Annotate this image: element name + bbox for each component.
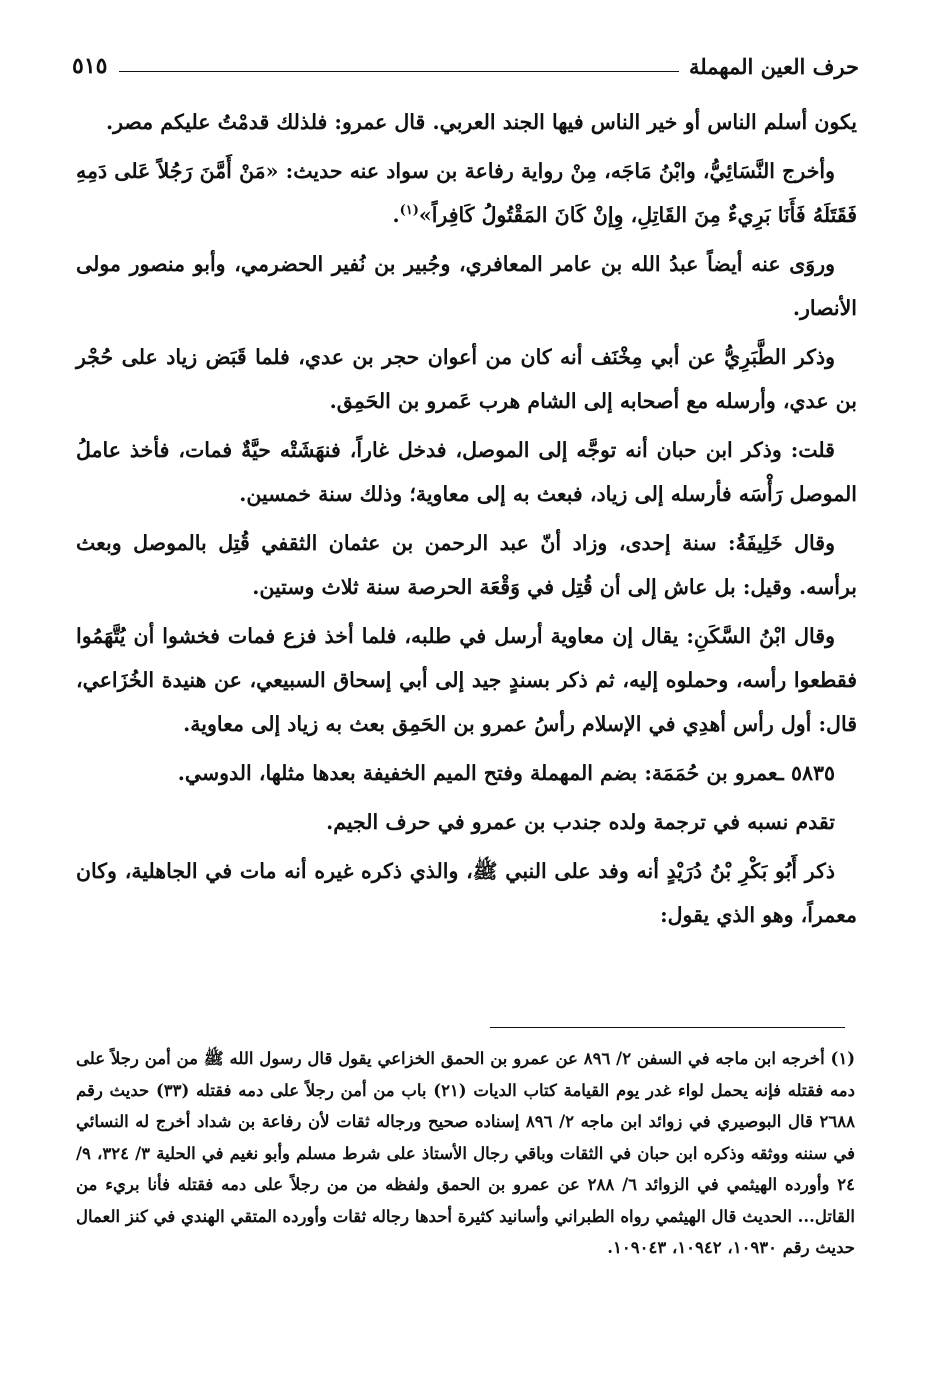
paragraph-2-text: وأخرج النَّسَائِيُّ، وابْنُ مَاجَه، مِنْ رواية رفاعة بن سواد عنه حديث: «مَنْ أَمَّنَ رَجُلاً عَلى دَمِهِ فَقَتَلَهُ فَأَنَا بَرِيءٌ مِنَ القَاتِلِ، وِإنْ كَانَ المَقْتُولُ كَافِراً» bbox=[76, 159, 857, 227]
paragraph-2 bbox=[76, 149, 857, 237]
footnote-separator bbox=[490, 1027, 845, 1028]
paragraph-3: وروَى عنه أيضاً عبدُ الله بن عامر المعافري، وجُبير بن نُفير الحضرمي، وأبو منصور مولى الأنصار. bbox=[76, 252, 857, 320]
entry-text: عمرو بن حُمَمَة: بضم المهملة وفتح الميم الخفيفة بعدها مثلها، الدوسي. bbox=[177, 761, 778, 785]
page-header bbox=[72, 46, 859, 86]
footnotes bbox=[76, 1043, 855, 1264]
paragraph-4: وذكر الطَّبَرِيُّ عن أبي مِخْنَف أنه كان من أعوان حجر بن عدي، فلما قَبَض زياد على حُجْر بن عدي، وأرسله مع أصحابه إلى الشام هرب عَمرو بن الحَمِق. bbox=[76, 345, 857, 413]
paragraph-7: وقال ابْنُ السَّكَنِ: يقال إن معاوية أرسل في طلبه، فلما أخذ فزع فمات فخشوا أن يُتَّهَمُوا فقطعوا رأسه، وحملوه إليه، ثم ذكر بسندٍ جيد إلى أبي إسحاق السبيعي، عن هنيدة الخُزَاعي، قال: أول رأس أهدِي في الإسلام رأسُ عمرو بن الحَمِق بعث به زياد إلى معاوية. bbox=[76, 624, 857, 736]
paragraph-1: يكون أسلم الناس أو خير الناس فيها الجند العربي. قال عمرو: فلذلك قدمْتُ عليكم مصر. bbox=[105, 110, 857, 134]
header-rule bbox=[119, 71, 678, 72]
page-number: ٥١٥ bbox=[72, 53, 108, 79]
paragraph-10: ذكر أَبُو بَكْرِ بْنُ دُرَيْدٍ أنه وفد على النبي ﷺ، والذي ذكره غيره أنه مات في الجاهلية، وكان معمراً، وهو الذي يقول: bbox=[76, 859, 857, 927]
footnote-ref-1[interactable]: (١) bbox=[399, 203, 419, 219]
paragraph-6: وقال خَلِيفَةُ: سنة إحدى، وزاد أنّ عبد الرحمن بن عثمان الثقفي قُتِل بالموصل وبعث برأسه. وقيل: بل عاش إلى أن قُتِل في وَقْعَة الحرصة سنة ثلاث وستين. bbox=[76, 531, 857, 599]
footnote-1: (١) أخرجه ابن ماجه في السفن ٢/ ٨٩٦ عن عمرو بن الحمق الخزاعي يقول قال رسول الله ﷺ من أمن رجلاً على دمه فقتله فإنه يحمل لواء غدر يوم القيامة كتاب الديات (٢١) باب من أمن رجلاً على دمه فقتله (٣٣) حديث رقم ٢٦٨٨ قال البوصيري في زوائد ابن ماجه ٢/ ٨٩٦ إسناده صحيح ورجاله ثقات لأن رفاعة بن شداد أخرج له النسائي في سننه ووثقه وذكره ابن حبان في الثقات وباقي رجال الأستاذ على شرط مسلم وأبو نغيم في الحلية ٣/ ٣٢٤، ٩/ ٢٤ وأورده الهيثمي في الزوائد ٦/ ٢٨٨ عن عمرو بن الحمق ولفظه من من رجلاً على دمه فقتله فأنا بريء من القاتل... الحديث قال الهيثمي رواه الطبراني وأسانيد كثيرة أحدها رجاله ثقات وأورده المتقي الهندي في كنز العمال حديث رقم ١٠٩٣٠، ١٠٩٤٢، ١٠٩٠٤٣. bbox=[76, 1049, 856, 1257]
entry-number: ٥٨٣٥ ـ bbox=[777, 761, 835, 785]
running-title: حرف العين المهملة bbox=[688, 53, 859, 79]
paragraph-5: قلت: وذكر ابن حبان أنه توجَّه إلى الموصل، فدخل غاراً، فنهَشَتْه حيَّةٌ فمات، فأخذ عاملُ الموصل رَأْسَه فأرسله إلى زياد، فبعث به إلى معاوية؛ وذلك سنة خمسين. bbox=[76, 438, 857, 506]
paragraph-2-end: . bbox=[392, 203, 400, 227]
entry-heading bbox=[76, 751, 857, 795]
main-text bbox=[76, 100, 857, 942]
paragraph-9: تقدم نسبه في ترجمة ولده جندب بن عمرو في حرف الجيم. bbox=[326, 810, 835, 834]
